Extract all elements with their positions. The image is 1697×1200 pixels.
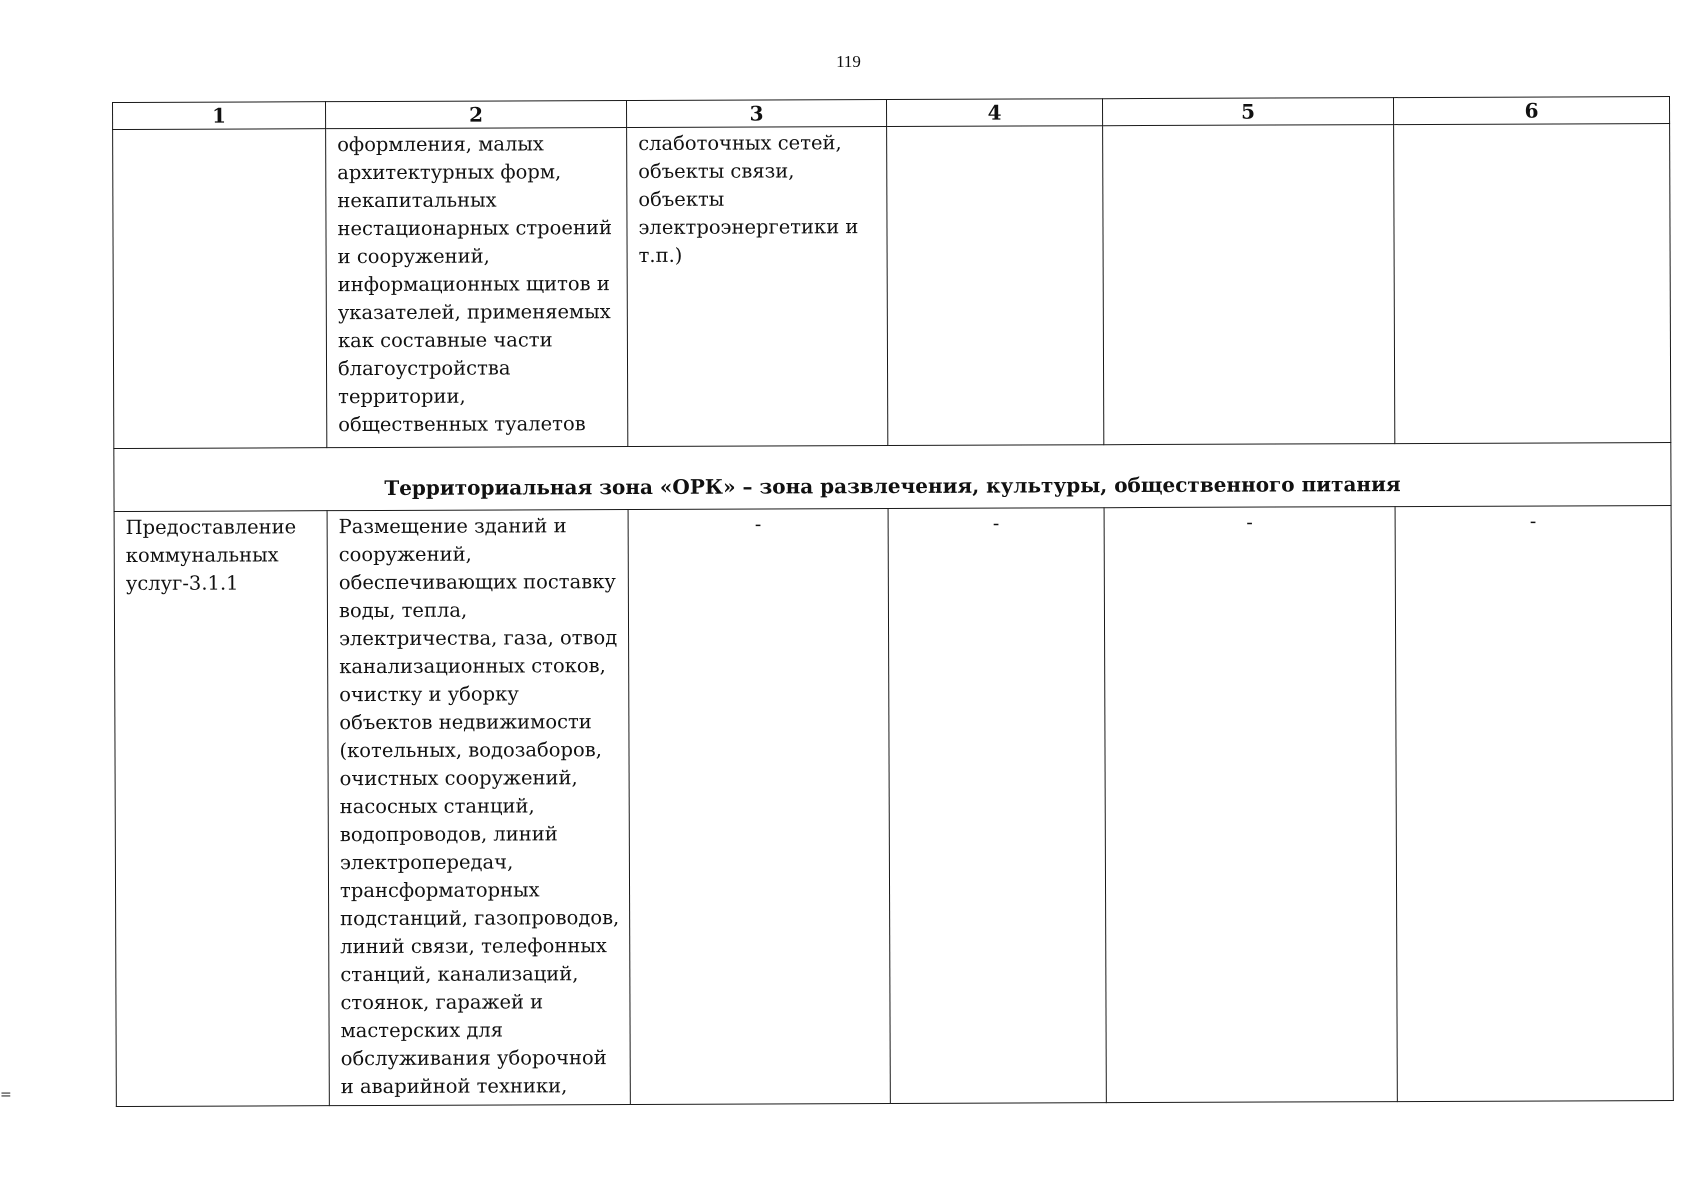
cell-text: Размещение зданий и сооружений, обеспечивающих поставку воды, тепла, электричества, газа, отвод канализационных стоков, очистку и уборку объектов недвижимости (котельных, водозаборов, очистных сооружений, насосных станций, водопроводов, линий электропередач, трансформаторных подстанций, газопроводов, линий связи, телефонных станций, канализаций, стоянок, гаражей и мастерских для обслуживания уборочной и аварийной техники, (338, 514, 620, 1099)
empty-value-dash: - (1246, 511, 1253, 534)
table-cell (114, 511, 329, 1107)
table-row (113, 124, 1671, 449)
column-header-1: 1 (113, 102, 326, 130)
cell-text (1394, 124, 1669, 127)
table-cell (1104, 507, 1397, 1103)
table-cell (326, 128, 628, 448)
table-cell (628, 509, 890, 1105)
column-header-3: 3 (626, 100, 886, 128)
margin-mark: = (0, 1087, 12, 1103)
empty-value-dash: - (754, 513, 762, 536)
zone-heading: Территориальная зона «ОРК» – зона развлечения, культуры, общественного питания (114, 443, 1671, 512)
cell-text (113, 129, 325, 132)
table-cell (327, 510, 630, 1106)
cell-text: оформления, малых архитектурных форм, некапитальных нестационарных строений и сооружений, информационных щитов и указателей, применяемых как составные части благоустройства территории, общественных туалетов (337, 132, 612, 437)
column-header-6: 6 (1393, 97, 1669, 125)
page-number: 119 (836, 52, 861, 71)
table-cell (887, 126, 1104, 446)
land-use-table (112, 96, 1674, 1107)
table-cell (1394, 124, 1671, 444)
empty-value-dash: - (1529, 510, 1537, 533)
cell-text (887, 126, 1102, 129)
table-row (114, 506, 1673, 1107)
cell-text: слаботочных сетей, объекты связи, объекты электроэнергетики и т.п.) (638, 131, 859, 267)
table-cell (888, 508, 1106, 1104)
column-header-5: 5 (1102, 98, 1393, 126)
column-header-4: 4 (886, 99, 1102, 127)
table-cell (113, 129, 327, 449)
cell-text: Предоставление коммунальных услуг-3.1.1 (125, 515, 297, 595)
empty-value-dash: - (992, 512, 1000, 535)
zone-heading-row (114, 443, 1671, 512)
table-cell (1103, 125, 1395, 445)
cell-text (1103, 125, 1393, 128)
table-cell (1395, 506, 1673, 1102)
table-cell (627, 127, 888, 447)
column-header-2: 2 (326, 101, 627, 129)
